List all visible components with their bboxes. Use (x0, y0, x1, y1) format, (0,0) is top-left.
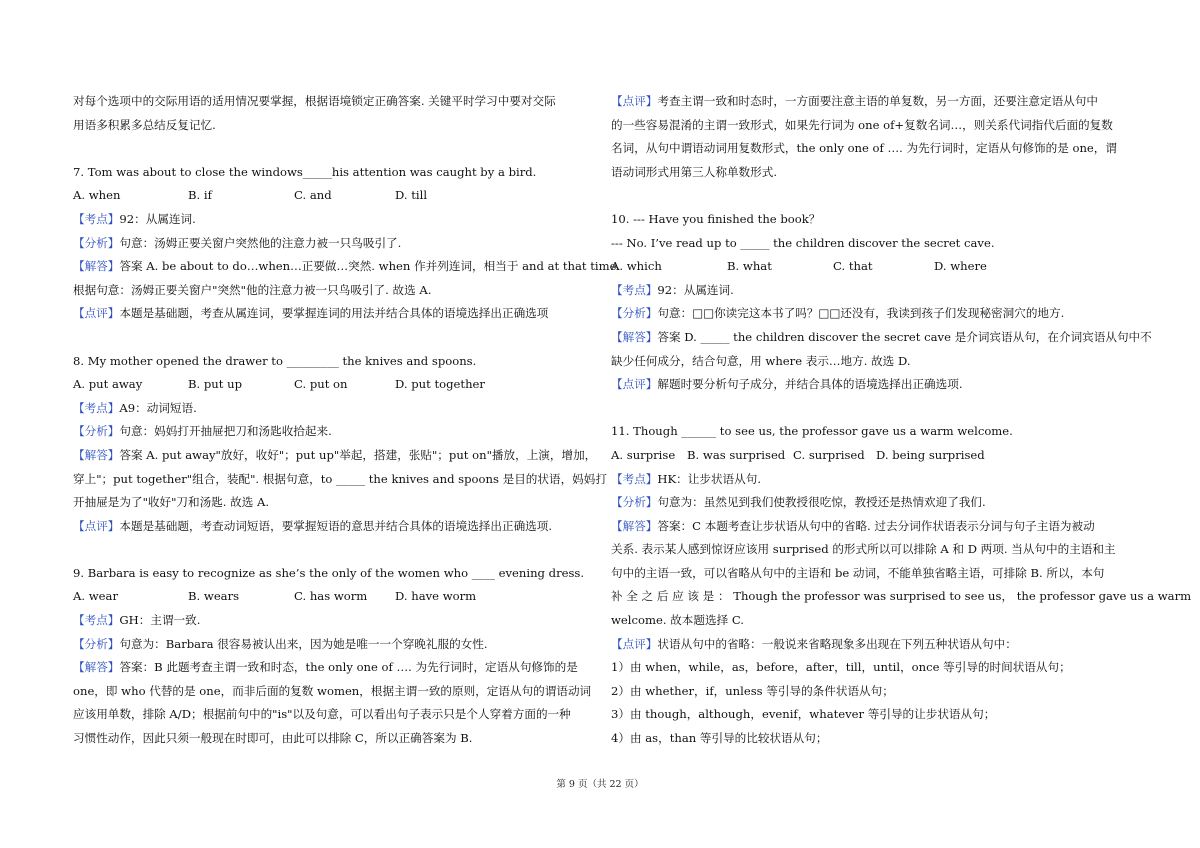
option: C. that (833, 259, 873, 274)
dianping-tag: 【点评】 (611, 94, 658, 108)
jieda-line: 穿上"；put together"组合，装配". 根据句意，to _____ the knives and spoons 是目的状语，妈妈打 (73, 471, 607, 486)
dianping-text: 本题是基础题，考查从属连词，要掌握连词的用法并结合具体的语境选择出正确选项 (119, 306, 549, 321)
option: C. has worm (294, 589, 368, 604)
jieda-text: 答案 A. be about to do…when…正要做…突然. when 作并列连词，相当于 and at that time. (119, 259, 621, 274)
option: A. surprise (611, 447, 676, 462)
jieda-line: 缺少任何成分，结合句意，用 where 表示…地方. 故选 D. (611, 353, 911, 368)
dianping-row (73, 515, 591, 539)
question-8: 8. My mother opened the drawer to _________ the knives and spoons. (73, 353, 477, 368)
fenxi-tag: 【分析】 (611, 306, 658, 321)
option: A. when (73, 188, 121, 203)
kaodian-row (73, 208, 591, 232)
option: A. which (611, 259, 662, 274)
kaodian-text: GH：主谓一致. (119, 613, 201, 628)
jieda-tag: 【解答】 (611, 518, 658, 533)
fenxi-tag: 【分析】 (73, 424, 120, 439)
kaodian-tag: 【考点】 (73, 400, 120, 415)
jieda-line: 补 全 之 后 应 该 是 ： Though the professor was surprised to see us， the professor gave us a warm (611, 589, 1192, 604)
fenxi-text: 句意：□□你读完这本书了吗？□□还没有，我读到孩子们发现秘密洞穴的地方. (657, 306, 1065, 321)
dianping-tag: 【点评】 (611, 377, 658, 392)
question-10-line: --- No. I’ve read up to _____ the children discover the secret cave. (611, 235, 995, 250)
kaodian-tag: 【考点】 (73, 211, 120, 226)
list-item: 3）由 though，although，evenif，whatever 等引导的让步状语从句； (611, 707, 996, 722)
option: B. put up (188, 377, 243, 392)
option: D. where (934, 259, 987, 274)
question-7: 7. Tom was about to close the windows_____his attention was caught by a bird. (73, 164, 537, 179)
jieda-line: 句中的主语一致，可以省略从句中的主语和 be 动词，不能单独省略主语，可排除 B. 所以，本句 (611, 565, 1105, 580)
jieda-text: 答案 A. put away"放好，收好"；put up"举起，搭建，张贴"；put on"播放，上演，增加， (119, 447, 597, 462)
kaodian-text: 92：从属连词. (119, 211, 196, 226)
fenxi-text: 句意：妈妈打开抽屉把刀和汤匙收拾起来. (119, 424, 332, 439)
options-11 (611, 444, 1129, 468)
kaodian-row (611, 468, 1129, 492)
option: B. what (727, 259, 772, 274)
dianping-text: 状语从句中的省略：一般说来省略现象多出现在下列五种状语从句中： (657, 636, 1017, 651)
jieda-line: 根据句意：汤姆正要关窗户"突然"他的注意力被一只鸟吸引了. 故选 A. (73, 282, 432, 297)
dianping-row (611, 373, 1129, 397)
jieda-line: 开抽屉是为了"收好"刀和汤匙. 故选 A. (73, 495, 270, 510)
options-8 (73, 373, 591, 397)
dianping-line: 语动词形式用第三人称单数形式. (611, 164, 777, 179)
question-10: 10. --- Have you finished the book？ (611, 211, 821, 226)
fenxi-tag: 【分析】 (73, 636, 120, 651)
fenxi-tag: 【分析】 (611, 495, 658, 510)
dianping-tag: 【点评】 (73, 518, 120, 533)
dianping-tag: 【点评】 (611, 636, 658, 651)
fenxi-row (73, 420, 591, 444)
dianping-text: 本题是基础题，考查动词短语，要掌握短语的意思并结合具体的语境选择出正确选项. (119, 518, 553, 533)
dianping-row (73, 302, 591, 326)
dianping-tag: 【点评】 (73, 306, 120, 321)
kaodian-tag: 【考点】 (73, 613, 120, 628)
fenxi-tag: 【分析】 (73, 235, 120, 250)
dianping-row (611, 90, 1129, 114)
fenxi-row (611, 302, 1129, 326)
option: B. was surprised (687, 447, 786, 462)
jieda-row (73, 656, 591, 680)
options-9 (73, 585, 591, 609)
jieda-row (611, 326, 1152, 350)
kaodian-text: A9：动词短语. (119, 400, 197, 415)
option: D. till (395, 188, 428, 203)
dianping-line: 名词，从句中谓语动词用复数形式，the only one of …. 为先行词时，定语从句修饰的是 one，谓 (611, 141, 1117, 156)
jieda-line: one，即 who 代替的是 one，而非后面的复数 women，根据主谓一致的原则，定语从句的谓语动词 (73, 683, 592, 698)
kaodian-row (73, 609, 591, 633)
kaodian-row (73, 397, 591, 421)
option: D. have worm (395, 589, 477, 604)
fenxi-row (73, 633, 591, 657)
jieda-row (611, 515, 1129, 539)
jieda-tag: 【解答】 (73, 660, 120, 675)
question-11: 11. Though ______ to see us, the professor gave us a warm welcome. (611, 424, 1013, 439)
options-7 (73, 184, 591, 208)
kaodian-text: HK：让步状语从句. (657, 471, 762, 486)
jieda-row (73, 255, 621, 279)
right-column (611, 90, 1192, 751)
kaodian-row (611, 279, 1129, 303)
dianping-text: 解题时要分析句子成分，并结合具体的语境选择出正确选项. (657, 377, 963, 392)
jieda-text: 答案：B 此题考查主谓一致和时态，the only one of …. 为先行词时，定语从句修饰的是 (119, 660, 578, 675)
fenxi-text: 句意：汤姆正要关窗户突然他的注意力被一只鸟吸引了. (119, 235, 402, 250)
jieda-text: 答案：C 本题考查让步状语从句中的省略. 过去分词作状语表示分词与句子主语为被动 (657, 518, 1095, 533)
option: D. being surprised (876, 447, 985, 462)
dianping-text: 考查主谓一致和时态时，一方面要注意主语的单复数，另一方面，还要注意定语从句中 (657, 94, 1098, 108)
jieda-line: 习惯性动作，因此只须一般现在时即可，由此可以排除 C，所以正确答案为 B. (73, 731, 473, 746)
jieda-line: 关系. 表示某人感到惊讶应该用 surprised 的形式所以可以排除 A 和 D 两项. 当从句中的主语和主 (611, 542, 1116, 557)
options-10 (611, 255, 1129, 279)
list-item: 4）由 as，than 等引导的比较状语从句； (611, 731, 828, 746)
kaodian-tag: 【考点】 (611, 471, 658, 486)
list-item: 1）由 when，while，as，before，after，till，until，once 等引导的时间状语从句； (611, 660, 1071, 675)
question-9: 9. Barbara is easy to recognize as she’s the only of the women who ____ evening dress. (73, 565, 585, 580)
kaodian-text: 92：从属连词. (657, 282, 734, 297)
fenxi-row (73, 232, 591, 256)
option: C. put on (294, 377, 348, 392)
jieda-row (73, 444, 597, 468)
fenxi-text: 句意为：虽然见到我们使教授很吃惊，教授还是热情欢迎了我们. (657, 495, 986, 510)
option: A. put away (73, 377, 143, 392)
jieda-line: 应该用单数，排除 A/D；根据前句中的"is"以及句意，可以看出句子表示只是个人穿着方面的一种 (73, 707, 571, 722)
fenxi-row (611, 491, 1129, 515)
option: D. put together (395, 377, 485, 392)
intro-line: 对每个选项中的交际用语的适用情况要掌握，根据语境锁定正确答案. 关键平时学习中要对交际 (73, 94, 556, 108)
kaodian-tag: 【考点】 (611, 282, 658, 297)
jieda-text: 答案 D. _____ the children discover the secret cave 是介词宾语从句，在介词宾语从句中不 (657, 329, 1152, 344)
jieda-tag: 【解答】 (73, 259, 120, 274)
left-column (73, 90, 621, 751)
fenxi-text: 句意为：Barbara 很容易被认出来，因为她是唯一一个穿晚礼服的女性. (119, 636, 488, 651)
jieda-line: welcome. 故本题选择 C. (611, 613, 744, 628)
dianping-line: 的一些容易混淆的主谓一致形式，如果先行词为 one of+复数名词…，则关系代词指代后面的复数 (611, 117, 1113, 132)
option: B. if (188, 188, 212, 203)
intro-line: 用语多积累多总结反复记忆. (73, 117, 216, 132)
option: C. and (294, 188, 332, 203)
jieda-tag: 【解答】 (611, 329, 658, 344)
dianping-row (611, 633, 1129, 657)
page-footer: 第 9 页（共 22 页） (556, 779, 644, 790)
list-item: 2）由 whether，if，unless 等引导的条件状语从句； (611, 683, 894, 698)
option: A. wear (73, 589, 118, 604)
option: C. surprised (793, 447, 865, 462)
option: B. wears (188, 589, 240, 604)
jieda-tag: 【解答】 (73, 447, 120, 462)
